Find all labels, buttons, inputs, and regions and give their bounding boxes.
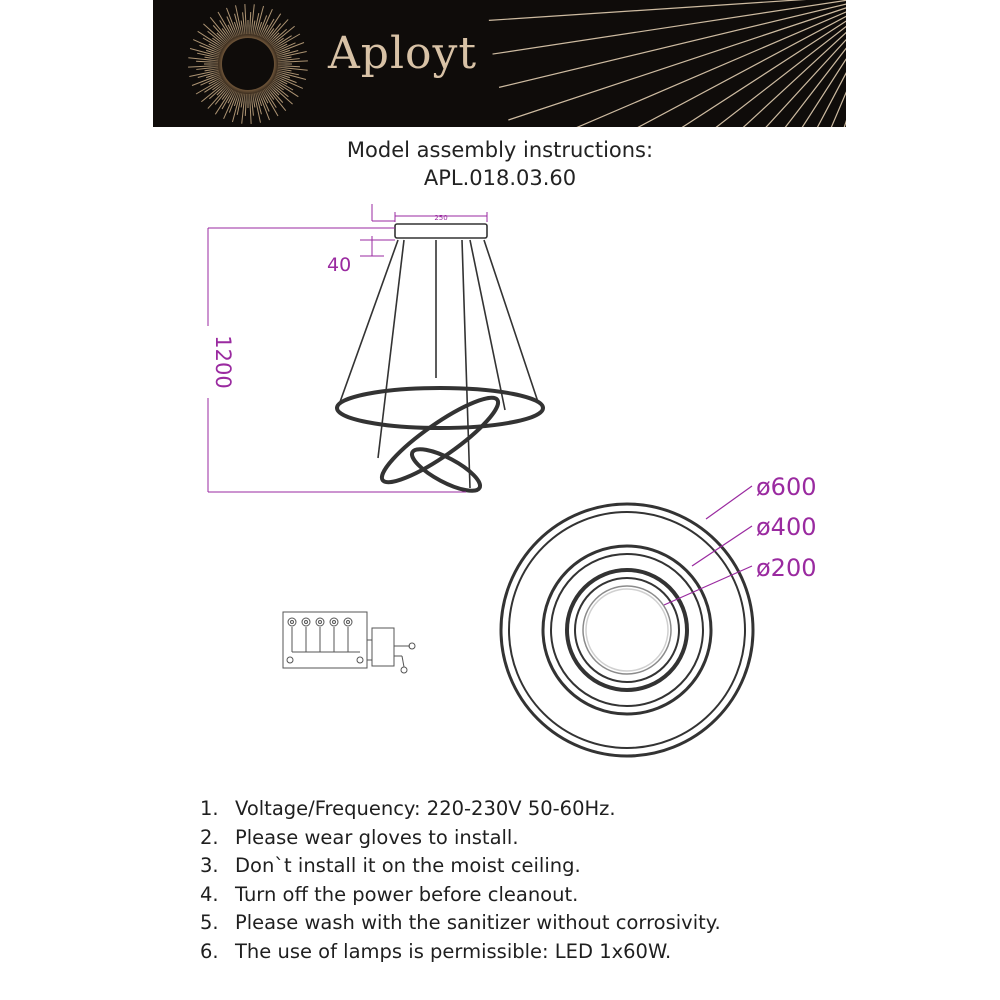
- top-ring-middle-b: [551, 554, 703, 706]
- driver-box: [372, 628, 394, 666]
- diameter-600-label: ø600: [756, 473, 817, 501]
- top-ring-inner-b: [575, 578, 679, 682]
- dimension-lines: [208, 204, 487, 492]
- note-item: [200, 824, 721, 853]
- note-item: [200, 938, 721, 967]
- note-item: [200, 852, 721, 881]
- ceiling-canopy: [395, 224, 487, 238]
- top-canopy: [583, 586, 671, 674]
- brand-logo-text: Aployt: [328, 28, 478, 79]
- model-number: APL.018.03.60: [423, 166, 577, 190]
- note-text: Turn off the power before cleanout.: [235, 882, 579, 906]
- top-ring-inner-a: [567, 570, 687, 690]
- total-height-label: 1200: [211, 335, 235, 389]
- canopy-height-label: 40: [327, 254, 352, 276]
- note-number: 1.: [200, 797, 219, 820]
- wiring-diagram: [283, 612, 415, 673]
- note-item: [200, 909, 721, 938]
- top-view: [501, 473, 817, 756]
- diameter-400-label: ø400: [756, 513, 817, 541]
- note-text: Please wear gloves to install.: [235, 825, 519, 849]
- note-number: 5.: [200, 911, 219, 935]
- suspension-cables: [340, 240, 538, 488]
- note-number: 4.: [200, 882, 219, 906]
- top-ring-outer-a: [501, 504, 753, 756]
- canopy-width-label: 250: [434, 214, 448, 222]
- instructions-title: Model assembly instructions:: [346, 138, 654, 162]
- note-text: The use of lamps is permissible: LED 1x60W.: [235, 939, 672, 963]
- diameter-200-label: ø200: [756, 554, 817, 582]
- note-item: [200, 795, 721, 824]
- note-number: 2.: [200, 825, 219, 849]
- note-text: Voltage/Frequency: 220-230V 50-60Hz.: [235, 797, 616, 820]
- note-text: Please wash with the sanitizer without corrosivity.: [235, 911, 721, 935]
- ring-400: [373, 387, 506, 494]
- top-canopy-inner: [586, 589, 668, 671]
- wire-connector: [401, 667, 407, 673]
- note-number: 3.: [200, 854, 219, 878]
- note-item: [200, 881, 721, 910]
- note-text: Don`t install it on the moist ceiling.: [235, 854, 581, 878]
- side-view: [208, 204, 543, 498]
- safety-notes: [200, 795, 721, 967]
- note-number: 6.: [200, 939, 219, 963]
